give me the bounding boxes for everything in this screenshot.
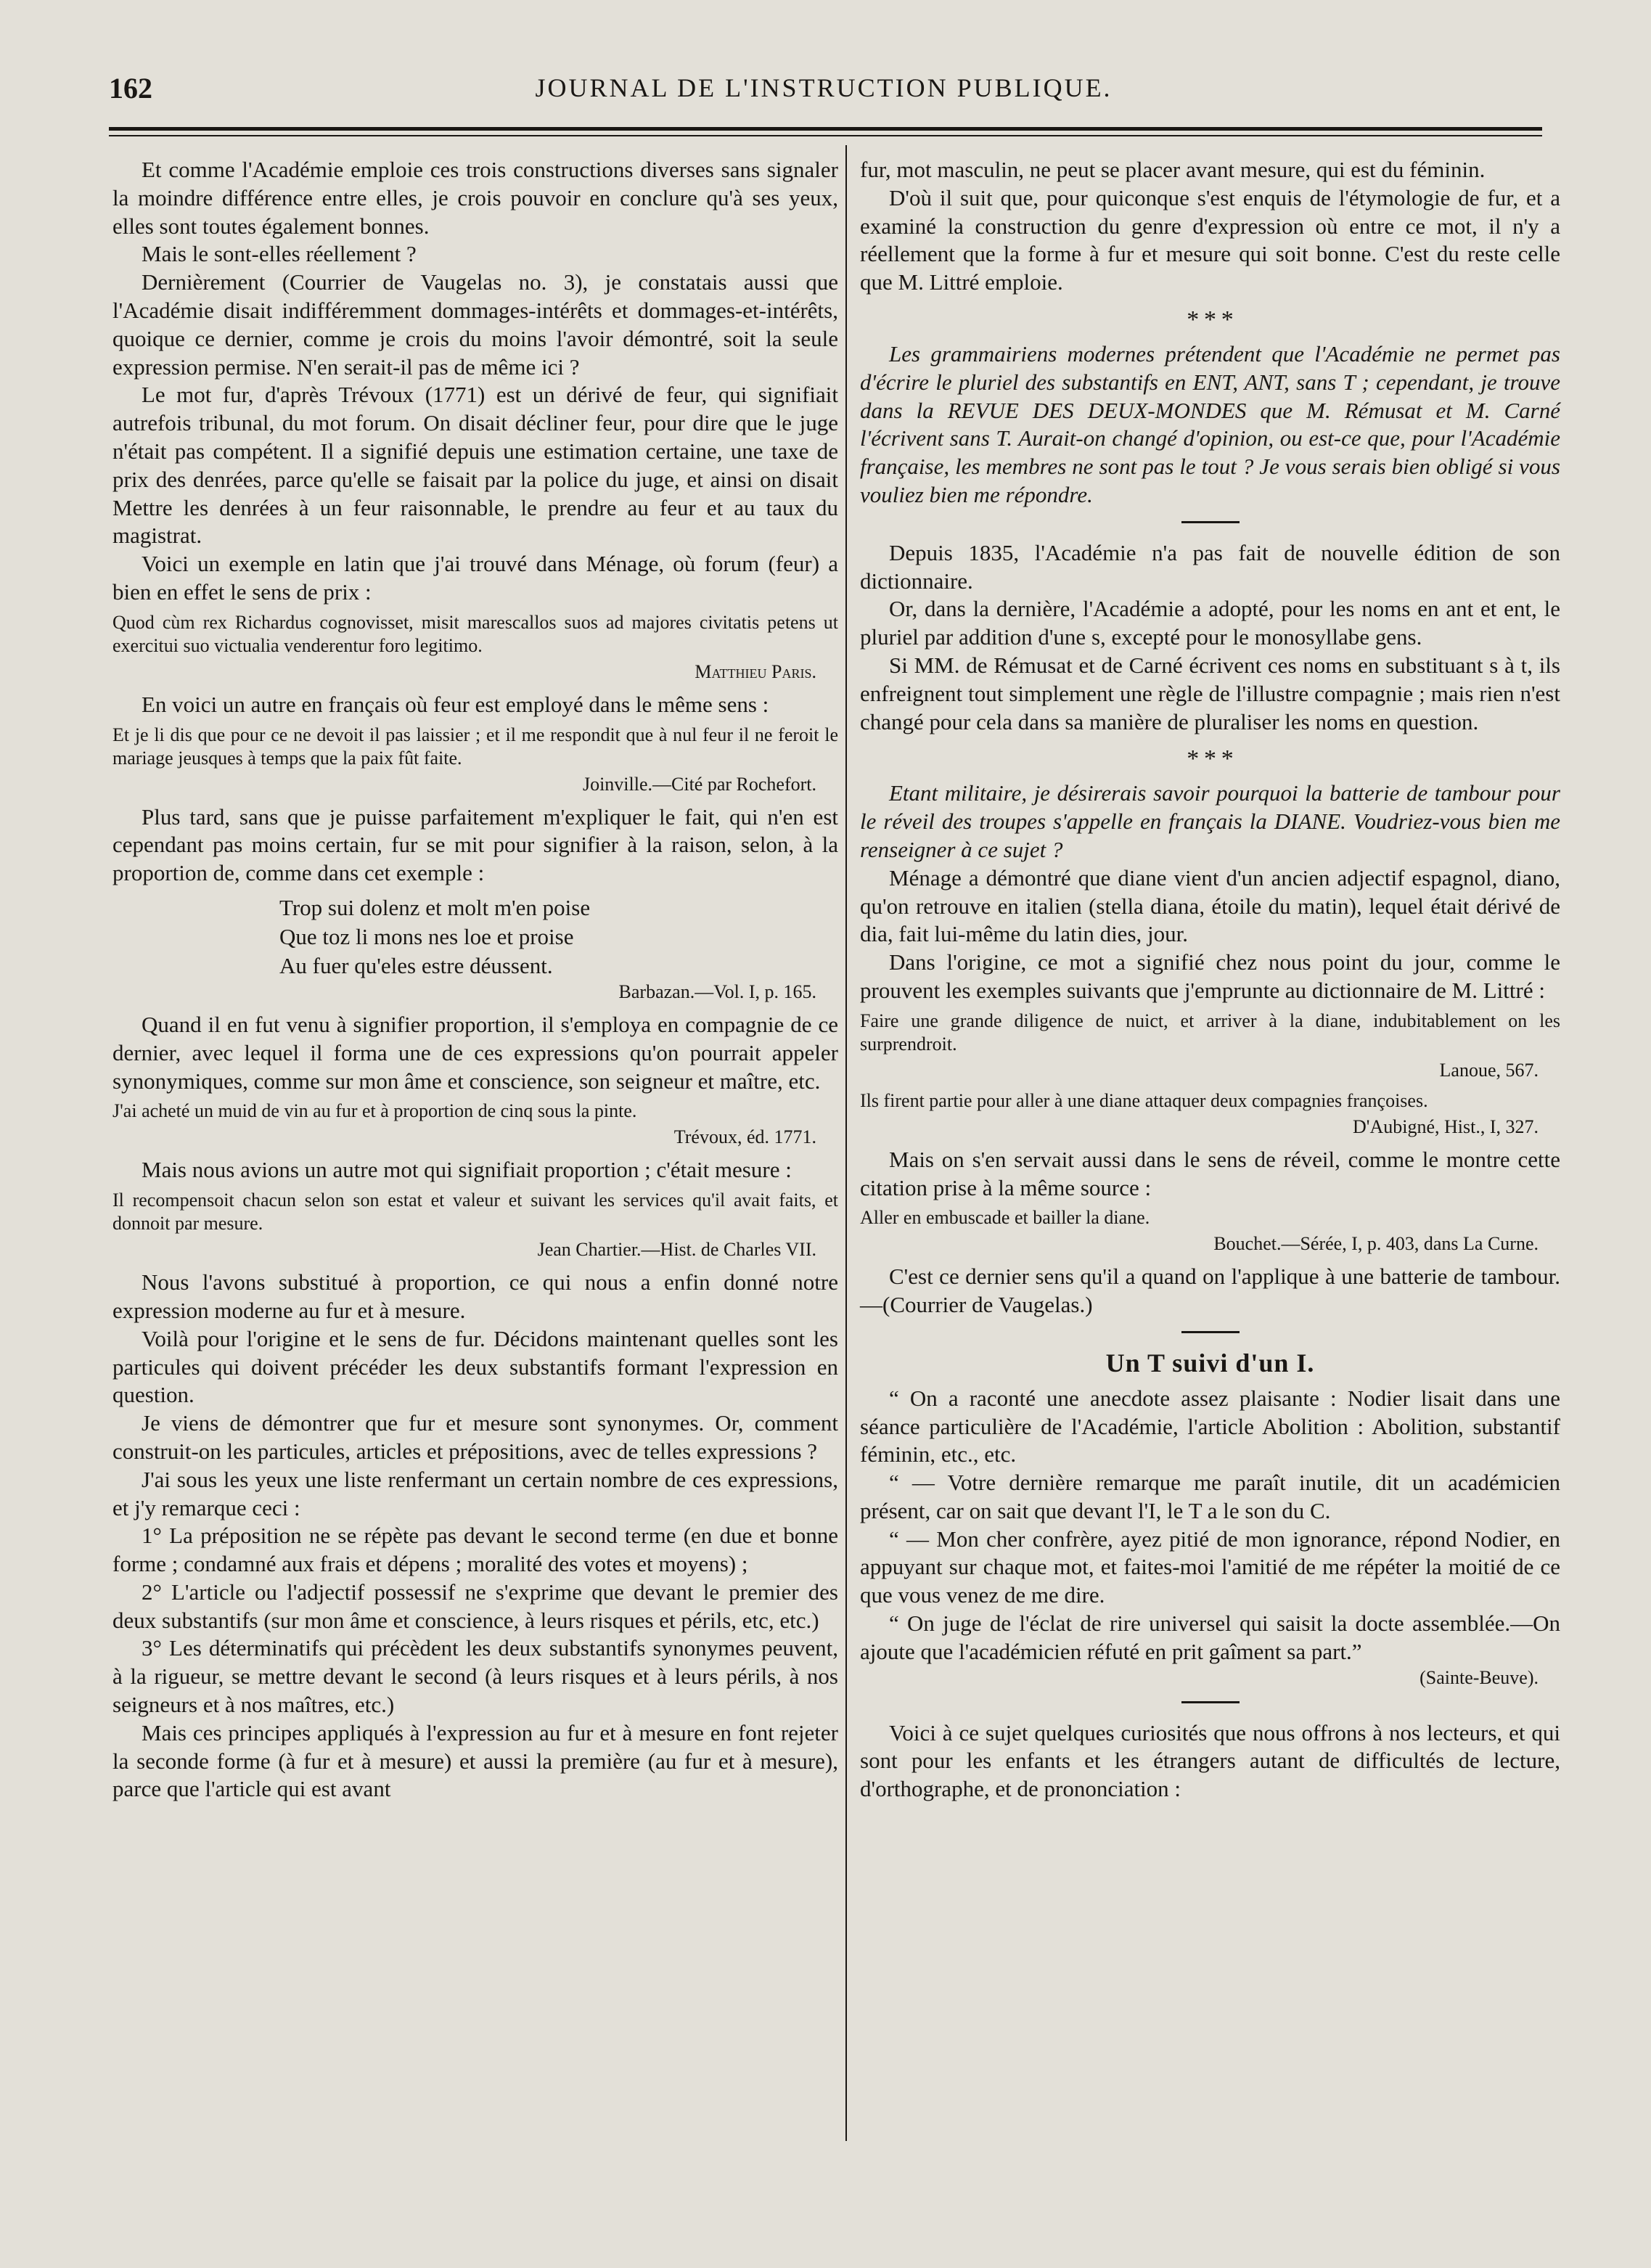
column-divider <box>845 145 847 2141</box>
paragraph: Dernièrement (Courrier de Vaugelas no. 3), je constatais aussi que l'Académie disait indifféremment dommages-intérêts et dommages-et-intérêts, quoique ce dernier, comme je crois du moins l'avoir démontré, soit la seule expression permise. N'en serait-il pas de même ici ? <box>112 269 838 380</box>
paragraph: J'ai sous les yeux une liste renfermant un certain nombre de ces expressions, et j'y remarque ceci : <box>112 1466 838 1520</box>
quotation: J'ai acheté un muid de vin au fur et à proportion de cinq sous la pinte. <box>112 1100 637 1122</box>
quotation: Il recompensoit chacun selon son estat et valeur et suivant les services qu'il avait faits, et donnoit par mesure. <box>112 1190 838 1235</box>
paragraph: Or, dans la dernière, l'Académie a adopté, pour les noms en ant et ent, le pluriel par addition d'une s, excepté pour le monosyllabe gens. <box>860 596 1560 650</box>
left-column <box>112 156 838 1804</box>
header-rule-thin <box>109 135 1542 136</box>
section-asterism: * * * <box>1187 745 1234 773</box>
quotation-attribution: Jean Chartier.—Hist. de Charles VII. <box>537 1239 816 1261</box>
paragraph: Voici à ce sujet quelques curiosités que nous offrons à nos lecteurs, et qui sont pour les enfants et les étrangers autant de difficultés de lecture, d'orthographe, et de prononciation : <box>860 1719 1560 1802</box>
journal-title: JOURNAL DE L'INSTRUCTION PUBLIQUE. <box>535 73 1113 102</box>
reader-question: Les grammairiens modernes prétendent que l'Académie ne permet pas d'écrire le pluriel des substantifs en ENT, ANT, sans T ; cependant, je trouve dans la REVUE DES DEUX-MONDES que M. Rémusat et M. Carné l'écrivent sans T. Aurait-on changé d'opinion, ou est-ce que, pour l'Académie française, les membres ne sont pas le tout ? Je vous serais bien obligé si vous vouliez bien me répondre. <box>860 340 1560 507</box>
paragraph: Ménage a démontré que diane vient d'un ancien adjectif espagnol, diano, qu'on retrouve en italien (stella diana, étoile du matin), lequel était dérivé de dia, fait lui-même du latin dies, jour. <box>860 864 1560 947</box>
paragraph: Depuis 1835, l'Académie n'a pas fait de nouvelle édition de son dictionnaire. <box>860 539 1560 594</box>
paragraph: 2° L'article ou l'adjectif possessif ne s'exprime que devant le premier des deux substantifs (sur mon âme et conscience, à leurs risques et périls, etc, etc.) <box>112 1579 838 1633</box>
quotation: Quod cùm rex Richardus cognovisset, misit marescallos suos ad majores civitatis petens ut exercitui suo victualia venderentur foro legitimo. <box>112 611 838 656</box>
verse-line: Que toz li mons nes loe et proise <box>279 923 574 949</box>
quotation: Faire une grande diligence de nuict, et arriver à la diane, indubitablement on les surprendroit. <box>860 1010 1560 1055</box>
paragraph: “ — Mon cher confrère, ayez pitié de mon ignorance, répond Nodier, en appuyant sur chaque mot, et faites-moi l'amitié de me répéter la moitié de ce que vous venez de me dire. <box>860 1526 1560 1608</box>
quotation-attribution: Bouchet.—Sérée, I, p. 403, dans La Curne. <box>1213 1233 1539 1255</box>
separator-rule <box>1181 521 1240 523</box>
paragraph: Voilà pour l'origine et le sens de fur. Décidons maintenant quelles sont les particules qui doivent précéder les deux substantifs formant l'expression en question. <box>112 1325 838 1408</box>
paragraph: Mais le sont-elles réellement ? <box>142 241 417 267</box>
right-column <box>860 156 1560 1804</box>
paragraph: Mais ces principes appliqués à l'expression au fur et à mesure en font rejeter la seconde forme (à fur et à mesure) et aussi la première (au fur et à mesure), parce que l'article qui est avant <box>112 1719 838 1802</box>
paragraph: Le mot fur, d'après Trévoux (1771) est un dérivé de feur, qui signifiait autrefois tribunal, du mot forum. On disait décliner feur, pour dire que le juge n'était pas compétent. Il a signifié depuis une estimation certaine, une taxe de prix des denrées, parce qu'elle se faisait par la police du juge, et ainsi on disait Mettre les denrées à un feur raisonnable, le prendre au feur et au taux du magistrat. <box>112 382 838 549</box>
paragraph: Voici un exemple en latin que j'ai trouvé dans Ménage, où forum (feur) a bien en effet le sens de prix : <box>112 551 838 605</box>
paragraph: Mais on s'en servait aussi dans le sens de réveil, comme le montre cette citation prise à la même source : <box>860 1146 1560 1200</box>
paragraph: “ On juge de l'éclat de rire universel qui saisit la docte assemblée.—On ajoute que l'académicien réfuté en prit gaîment sa part.” <box>860 1610 1560 1664</box>
quotation: Aller en embuscade et bailler la diane. <box>860 1207 1150 1229</box>
paragraph: 3° Les déterminatifs qui précèdent les deux substantifs synonymes peuvent, à la rigueur, se mettre devant le second (à leurs risques et à leurs périls, à nos seigneurs et à nos maîtres, etc.) <box>112 1635 838 1718</box>
paragraph: Et comme l'Académie emploie ces trois constructions diverses sans signaler la moindre différence entre elles, je crois pouvoir en conclure qu'à ses yeux, elles sont toutes également bonnes. <box>112 157 838 239</box>
quotation: Ils firent partie pour aller à une diane attaquer deux compagnies françoises. <box>860 1089 1428 1111</box>
page-number: 162 <box>109 72 152 105</box>
verse-line: Au fuer qu'eles estre déussent. <box>279 952 553 978</box>
header-rule-thick <box>109 127 1542 131</box>
quotation-attribution: Trévoux, éd. 1771. <box>673 1126 816 1148</box>
paragraph: “ — Votre dernière remarque me paraît inutile, dit un académicien présent, car on sait que devant l'I, le T a le son du C. <box>860 1470 1560 1523</box>
quotation-attribution: Barbazan.—Vol. I, p. 165. <box>618 981 816 1002</box>
paragraph: 1° La préposition ne se répète pas devant le second terme (en due et bonne forme ; condamné aux frais et dépens ; moralité des votes et moyens) ; <box>112 1523 838 1577</box>
quotation-attribution: Lanoue, 567. <box>1439 1059 1539 1081</box>
paragraph: C'est ce dernier sens qu'il a quand on l'applique à une batterie de tambour.—(Courrier de Vaugelas.) <box>860 1264 1560 1318</box>
paragraph: En voici un autre en français où feur est employé dans le même sens : <box>142 691 769 717</box>
quotation-attribution: (Sainte-Beuve). <box>1419 1666 1539 1688</box>
paragraph: fur, mot masculin, ne peut se placer avant mesure, qui est du féminin. <box>860 157 1486 182</box>
quotation: Et je li dis que pour ce ne devoit il pas laissier ; et il me respondit que à nul feur il ne feroit le mariage jeusques à temps que la paix fût faite. <box>112 724 838 769</box>
separator-rule <box>1181 1331 1240 1333</box>
paragraph: Nous l'avons substitué à proportion, ce qui nous a enfin donné notre expression moderne au fur et à mesure. <box>112 1269 838 1323</box>
paragraph: Dans l'origine, ce mot a signifié chez nous point du jour, comme le prouvent les exemples suivants que j'emprunte au dictionnaire de M. Littré : <box>860 949 1560 1003</box>
paragraph: Quand il en fut venu à signifier proportion, il s'employa en compagnie de ce dernier, avec lequel il forma une de ces expressions qu'on pourrait appeler synonymiques, comme sur mon âme et conscience, son seigneur et maître, etc. <box>112 1011 838 1094</box>
verse-line: Trop sui dolenz et molt m'en poise <box>279 894 591 920</box>
verse-quotation <box>279 893 838 981</box>
quotation-attribution: Matthieu Paris. <box>695 660 816 682</box>
paragraph: Mais nous avions un autre mot qui signifiait proportion ; c'était mesure : <box>142 1157 792 1183</box>
section-asterism: * * * <box>1187 306 1234 333</box>
quotation-attribution: D'Aubigné, Hist., I, 327. <box>1352 1115 1539 1137</box>
paragraph: Si MM. de Rémusat et de Carné écrivent ces noms en substituant s à t, ils enfreignent tout simplement une règle de l'illustre compagnie ; mais rien n'est changé pour cela dans sa manière de pluraliser les noms en question. <box>860 652 1560 734</box>
page-header <box>109 65 1539 105</box>
paragraph: “ On a raconté une anecdote assez plaisante : Nodier lisait dans une séance particulière de l'Académie, l'article Abolition : Abolition, substantif féminin, etc., etc. <box>860 1385 1560 1467</box>
separator-rule <box>1181 1701 1240 1703</box>
paragraph: Plus tard, sans que je puisse parfaitement m'expliquer le fait, qui n'en est cependant pas moins certain, fur se mit pour signifier à la raison, selon, à la proportion de, comme dans cet exemple : <box>112 803 838 886</box>
paragraph: D'où il suit que, pour quiconque s'est enquis de l'étymologie de fur, et a examiné la construction du genre d'expression où entre ce mot, il n'y a réellement que la forme à fur et mesure qui soit bonne. C'est du reste celle que M. Littré emploie. <box>860 184 1560 295</box>
section-heading: Un T suivi d'un I. <box>1105 1348 1315 1377</box>
reader-question: Etant militaire, je désirerais savoir pourquoi la batterie de tambour pour le réveil des troupes s'appelle en français la DIANE. Voudriez-vous bien me renseigner à ce sujet ? <box>860 780 1560 862</box>
quotation-attribution: Joinville.—Cité par Rochefort. <box>582 773 816 795</box>
paragraph: Je viens de démontrer que fur et mesure sont synonymes. Or, comment construit-on les particules, articles et prépositions, avec de telles expressions ? <box>112 1410 838 1464</box>
